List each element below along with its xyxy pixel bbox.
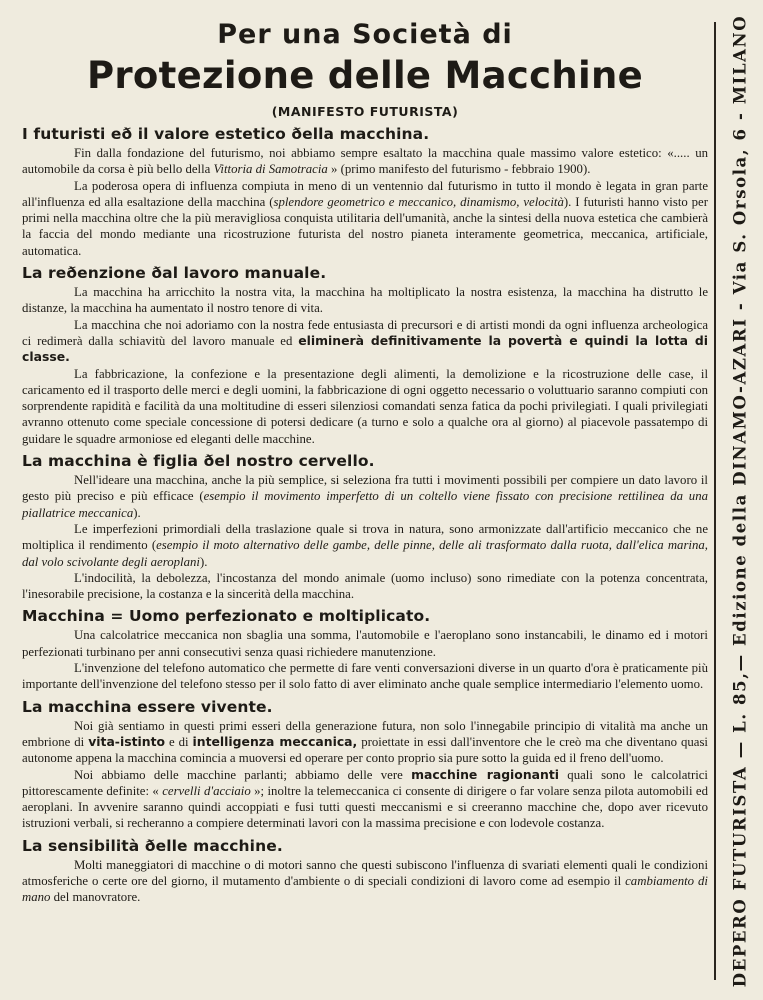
text-run: ). I futuristi hanno visto per primi nella macchina oltre che la più meravigliosa conquista utilitaria dell'umanità, anche la sintesi della nuova estetica che cambierà la faccia del mondo mediante una ricostruzione futurista del nostro pianeta interamente geometrica, meccanica, artificiale, automatica. — [22, 194, 708, 258]
section-heading: La macchina è figlia ðel nostro cervello. — [22, 452, 375, 471]
sidebar — [718, 14, 762, 988]
emphasis-italic: esempio il moto alternativo delle gambe, delle pinne, delle ali trasformato dalla ruota, dall'elica marina, dal volo scivolante degli aeroplani — [22, 538, 708, 569]
manifesto-content — [22, 14, 708, 906]
paragraph — [22, 472, 708, 521]
text-run: quali sono le calcolatrici pittorescamente definite: « — [22, 767, 708, 798]
text-run: Una calcolatrice meccanica non sbaglia una somma, l'automobile e l'aeroplano sono instancabili, le dinamo ed i motori perfezionati turbinano per anni consecutivi senza quasi richiedere manutenzione. — [22, 628, 708, 659]
emphasis-bold: macchine ragionanti — [411, 766, 559, 782]
title-line-2: Protezione delle Macchine — [86, 54, 644, 97]
paragraph — [22, 521, 708, 570]
text-run: proiettate in essi dall'inventore che le creò ma che diventano quasi autonome appena la macchina comincia a muoversi ed operare per conto proprio sia pure sotto la guida ed il freno dell'uomo. — [22, 734, 708, 766]
paragraph — [22, 317, 708, 366]
emphasis-bold: vita-istinto — [88, 733, 166, 749]
paragraph — [22, 366, 708, 447]
text-run: Noi abbiamo delle macchine parlanti; abbiamo delle vere — [74, 767, 412, 782]
text-run: L'indocilità, la debolezza, l'incostanza del mondo animale (uomo incluso) sono rimediate con la potenza concentrata, l'inesorabile precisione, la costanza e la sincerità della macchina. — [22, 570, 708, 602]
section-heading: La reðenzione ðal lavoro manuale. — [22, 264, 327, 283]
sections-container — [22, 125, 708, 906]
text-run: Le imperfezioni primordiali della traslazione quale si trova in natura, sono armonizzate dall'artificio meccanico che ne moltiplica il rendimento ( — [22, 521, 708, 553]
text-run: ). — [133, 505, 141, 520]
text-run: »; inoltre la telemeccanica ci consente di dirigere o far volare senza pilota automobili ed aeroplani. In avvenire saranno quindi accoppiati e fusi tutti questi meccanismi e si creeranno macchine che, dopo aver ricevuto istruzioni verbali, si recheranno a compiere determinati lavori con la massima precisione e con lodevole costanza. — [22, 783, 708, 831]
paragraph — [22, 627, 708, 660]
section-heading: La sensibilità ðelle macchine. — [22, 836, 283, 855]
text-run: La poderosa opera di influenza compiuta in meno di un ventennio dal futurismo in tutto il mondo è legata in gran parte all'influenza ed alla esaltazione della macchina ( — [22, 178, 708, 209]
paragraph — [22, 145, 708, 178]
text-run: ). — [199, 554, 208, 569]
paragraph — [22, 718, 708, 767]
text-run: La macchina ha arricchito la nostra vita, la macchina ha moltiplicato la nostra esistenza, la macchina ha distrutto le distanze, la macchina ha aumentato il nostro tenore di vita. — [22, 285, 708, 316]
emphasis-italic: cambiamento di mano — [22, 873, 708, 905]
title-line-1: Per una Società di — [217, 19, 513, 50]
paragraph — [22, 284, 708, 317]
text-run: del manovratore. — [50, 890, 141, 905]
emphasis-italic: cervelli d'acciaio — [162, 783, 251, 798]
vertical-divider — [714, 22, 716, 980]
emphasis-italic: splendore geometrico e meccanico, dinamismo, velocità — [273, 194, 564, 209]
paragraph — [22, 767, 708, 832]
text-run: La fabbricazione, la confezione e la presentazione degli alimenti, la demolizione e la ricostruzione delle case, il caricamento ed il trasporto delle merci e degli uomini, la fabbricazione di ogni oggetto necessario o voluttuario saranno compiuti con sorprendente rapidità e facilità da una moltitudine di esseri silenziosi comandati senza fatica da pochi privilegiati. I quali privilegiati avranno ottenuto come speciale concessione di potersi dedicare (a turno e solo a qualche ora al giorno) al piacevole passatempo di guidare le squadre armoniose ed eleganti delle macchine. — [22, 366, 708, 446]
paragraph — [22, 178, 708, 259]
text-run: » (primo manifesto del futurismo - febbraio 1900). — [327, 162, 591, 177]
sidebar-imprint: DEPERO FUTURISTA — L. 85,— Edizione della DINAMO-AZARI - Via S. Orsola, 6 - MILANO — [730, 14, 750, 988]
emphasis-italic: Vittoria di Samotracia — [213, 162, 328, 177]
emphasis-italic: esempio il movimento imperfetto di un coltello viene fissato con precisione rettilinea da una piallatrice meccanica — [22, 489, 708, 520]
text-run: Noi già sentiamo in questi primi esseri della generazione futura, non solo l'innegabile principio di vitalità ma anche un embrione di — [22, 718, 708, 749]
paragraph — [22, 660, 708, 693]
text-run: Molti maneggiatori di macchine o di motori sanno che questi subiscono l'influenza di svariati elementi quali le condizioni atmosferiche o certe ore del giorno, il mutamento d'ambiente o di speciali condizioni di lavoro come ad esempio il — [22, 857, 708, 888]
text-run: e di — [165, 734, 193, 749]
text-run: L'invenzione del telefono automatico che permette di fare venti conversazioni diverse in un quarto d'ora è praticamente più importante dell'invenzione del telefono stesso per il solo fatto di aver eliminato anche quale semplice intermediario l'elemento uomo. — [22, 661, 708, 692]
section-heading: La macchina essere vivente. — [22, 697, 273, 716]
emphasis-bold: eliminerà definitivamente la povertà e quindi la lotta di classe. — [22, 332, 709, 365]
paragraph — [22, 570, 708, 603]
emphasis-bold: intelligenza meccanica, — [192, 733, 358, 749]
text-run: La macchina che noi adoriamo con la nostra fede entusiasta di precursori e di artisti mondi da ogni influenza archeologica ci redimerà dalla schiavitù del lavoro manuale ed — [22, 317, 708, 348]
section-heading: Macchina = Uomo perfezionato e moltiplicato. — [22, 607, 431, 626]
paragraph — [22, 857, 708, 906]
text-run: Nell'ideare una macchina, anche la più semplice, si seleziona fra tutti i movimenti possibili per compiere un dato lavoro il gesto più preciso e più efficace ( — [22, 473, 708, 504]
subtitle: (MANIFESTO FUTURISTA) — [271, 104, 459, 119]
text-run: Fin dalla fondazione del futurismo, noi abbiamo sempre esaltato la macchina quale massimo valore estetico: «..... un automobile da corsa è più bello della — [22, 146, 708, 177]
section-heading: I futuristi eð il valore estetico ðella macchina. — [22, 125, 430, 143]
